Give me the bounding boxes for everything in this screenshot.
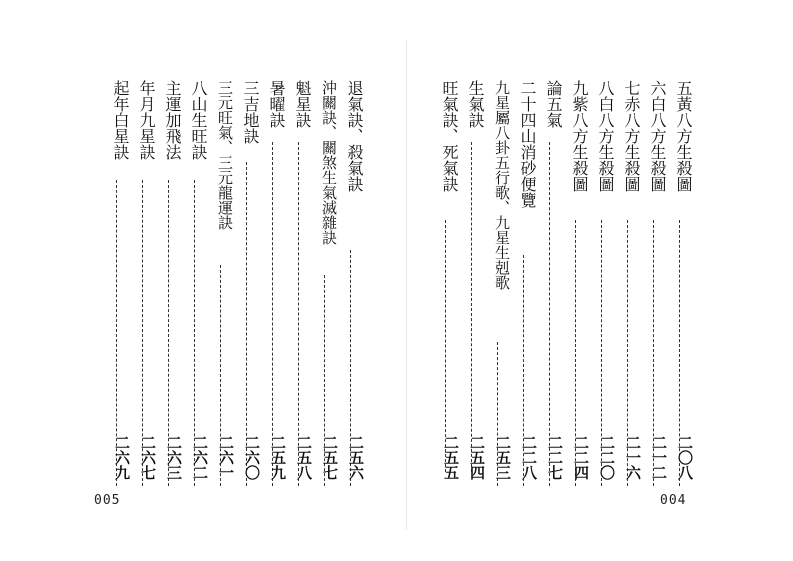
toc-entry-page: 二〇八 (676, 435, 694, 480)
toc-entry (338, 80, 364, 480)
toc-entry (485, 80, 511, 480)
toc-entry-page: 二五九 (269, 435, 287, 480)
toc-entry-page: 二五八 (295, 435, 313, 480)
dot-leader (471, 142, 472, 472)
toc-entry-title: 年月九星訣 (137, 80, 156, 160)
toc-entry-title: 魁星訣 (293, 80, 312, 128)
toc-entry-title: 三吉地訣 (241, 80, 260, 144)
toc-entry (286, 80, 312, 480)
toc-entry-page: 二五三 (494, 435, 512, 480)
toc-entry-title: 九紫八方生殺圖 (570, 80, 589, 192)
toc-entry (234, 80, 260, 480)
toc-entry-title: 八山生旺訣 (189, 80, 208, 160)
toc-entry (104, 80, 130, 480)
toc-entry-page: 二六二 (191, 435, 209, 480)
toc-entry (182, 80, 208, 480)
toc-entry-page: 二二七 (546, 435, 564, 480)
toc-entry (130, 80, 156, 480)
toc-entry-title: 五黃八方生殺圖 (674, 80, 693, 192)
toc-entry (667, 80, 693, 480)
page-number: 004 (660, 493, 687, 508)
toc-entry (615, 80, 641, 480)
toc-entry-page: 二六九 (113, 435, 131, 480)
toc-entry-page: 二五六 (347, 435, 365, 480)
toc-entry (563, 80, 589, 480)
toc-entry (589, 80, 615, 480)
toc-entry-page: 二六三 (165, 435, 183, 480)
toc-entry-page: 二六〇 (243, 435, 261, 480)
toc-entry-page: 二二四 (572, 435, 590, 480)
toc-entry-title: 沖關訣、關煞生氣滅雜訣 (320, 80, 338, 245)
toc-entry (459, 80, 485, 480)
toc-entry (312, 80, 338, 480)
toc-entry-title: 二十四山消砂便覽 (518, 80, 537, 208)
toc-entry-page: 二六七 (139, 435, 157, 480)
toc-entry-page: 二二八 (520, 435, 538, 480)
toc-entry-title: 八白八方生殺圖 (596, 80, 615, 192)
toc-entry-title: 旺氣訣、死氣訣 (440, 80, 459, 192)
toc-entry (433, 80, 459, 480)
toc-entry (511, 80, 537, 480)
toc-entry (641, 80, 667, 480)
toc-entry (537, 80, 563, 480)
page-number: 005 (94, 493, 121, 508)
toc-entry (260, 80, 286, 480)
toc-entry-page: 二五七 (321, 435, 339, 480)
toc-entry-title: 三元旺氣、三元龍運訣 (216, 80, 234, 230)
toc-entry (156, 80, 182, 480)
toc-entry-page: 二一二 (650, 435, 668, 480)
toc-entry-title: 論五氣 (544, 80, 563, 128)
toc-entry-page: 二六一 (217, 435, 235, 480)
toc-entry-title: 九星屬八卦五行歌、九星生剋歌 (493, 80, 511, 290)
toc-entry-title: 六白八方生殺圖 (648, 80, 667, 192)
toc-entry-title: 生氣訣 (466, 80, 485, 128)
toc-entry-title: 主運加飛法 (163, 80, 182, 160)
toc-entry-page: 二五四 (468, 435, 486, 480)
toc-entry (208, 80, 234, 480)
toc-entry-title: 退氣訣、殺氣訣 (345, 80, 364, 192)
toc-entry-title: 暑曜訣 (267, 80, 286, 128)
toc-entry-page: 二一六 (624, 435, 642, 480)
toc-entry-page: 二五五 (442, 435, 460, 480)
page-right (407, 0, 793, 561)
toc-entry-title: 起年白星訣 (111, 80, 130, 160)
toc-entry-title: 七赤八方生殺圖 (622, 80, 641, 192)
toc-entry-page: 二二〇 (598, 435, 616, 480)
